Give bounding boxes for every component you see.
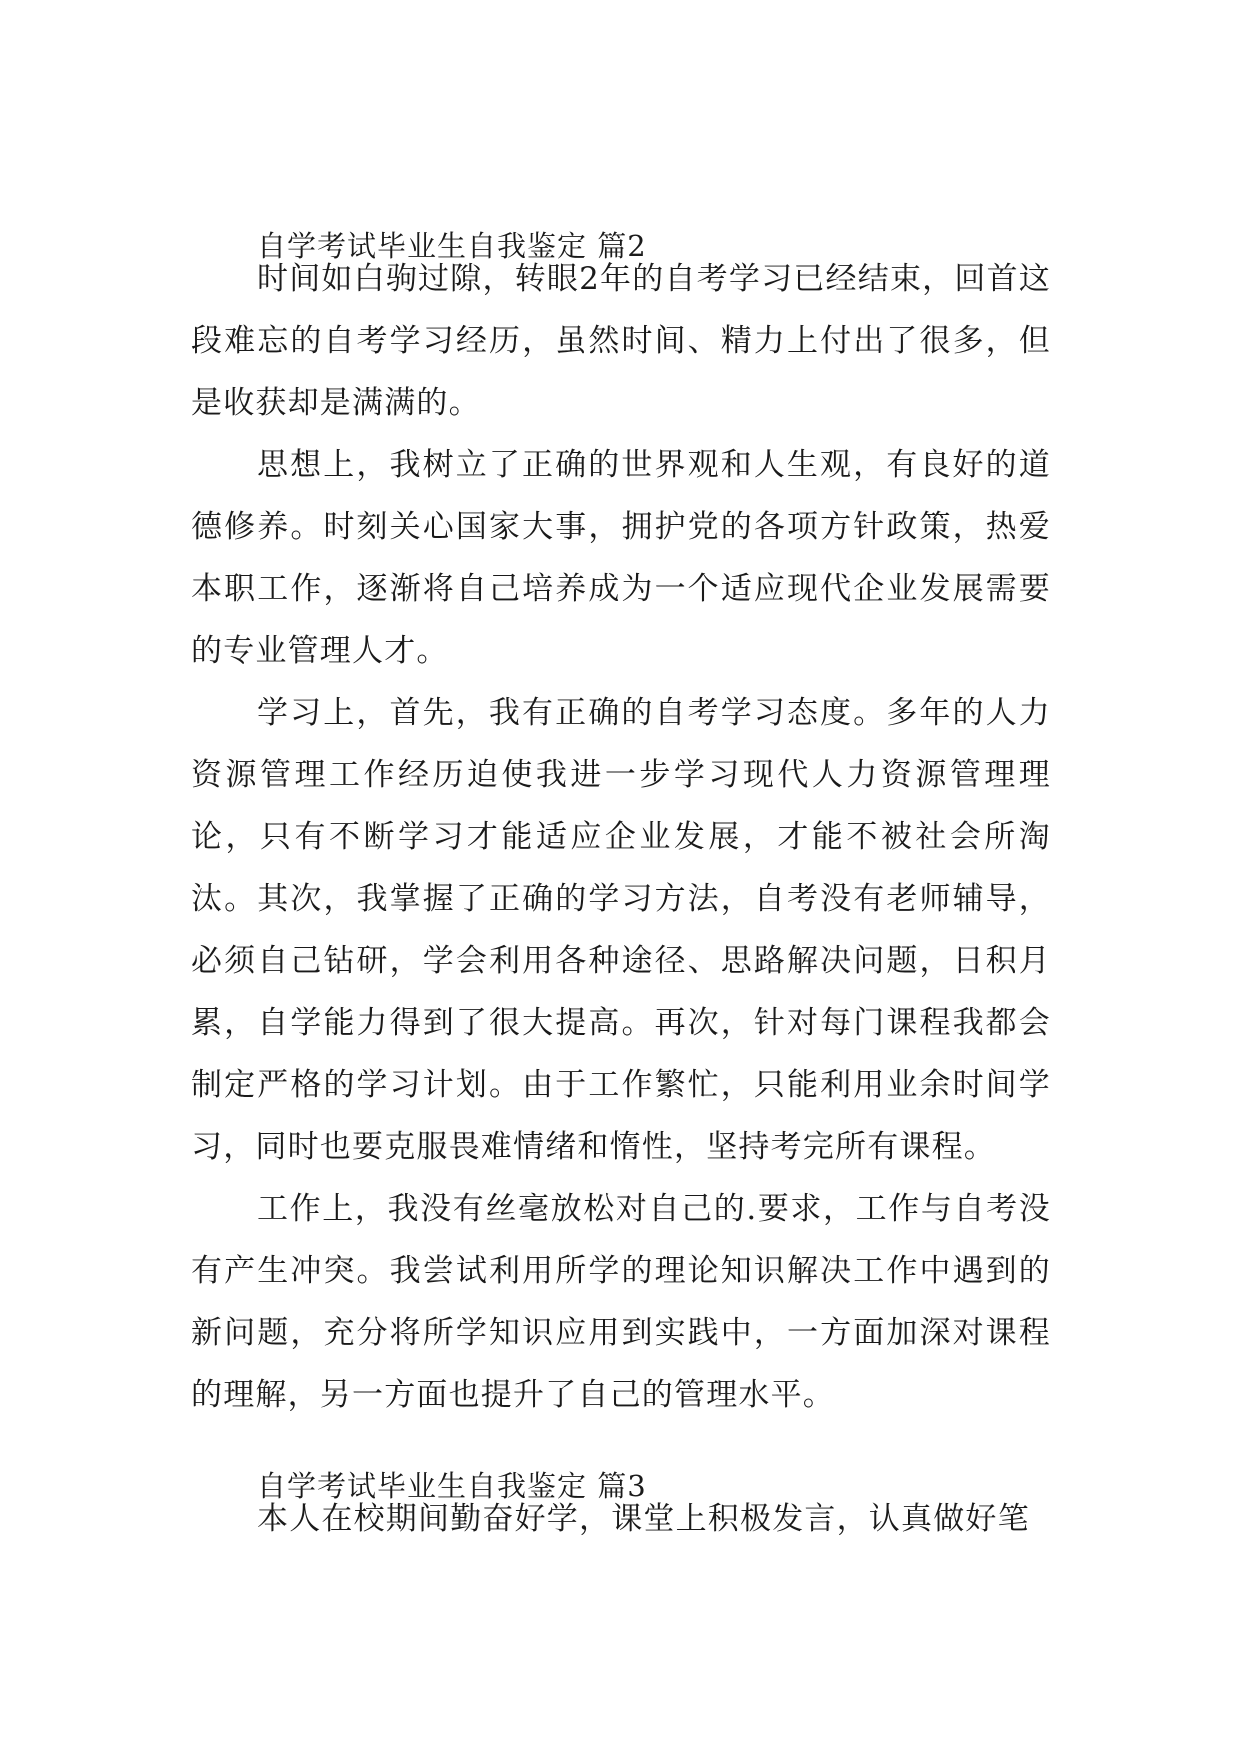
paragraph-work: 工作上，我没有丝毫放松对自己的.要求，工作与自考没有产生冲突。我尝试利用所学的理论知识解决工作中遇到的新问题，充分将所学知识应用到实践中，一方面加深对课程的理解，另一方面也提升了自己的管理水平。 <box>191 1191 1051 1413</box>
paragraph-intro: 时间如白驹过隙，转眼2年的自考学习已经结束，回首这段难忘的自考学习经历，虽然时间、精力上付出了很多，但是收获却是满满的。 <box>191 261 1051 421</box>
paragraph-thought: 思想上，我树立了正确的世界观和人生观，有良好的道德修养。时刻关心国家大事，拥护党的各项方针政策，热爱本职工作，逐渐将自己培养成为一个适应现代企业发展需要的专业管理人才。 <box>191 447 1051 669</box>
paragraph-section3-intro: 本人在校期间勤奋好学，课堂上积极发言，认真做好笔 <box>257 1501 1030 1537</box>
paragraph-study: 学习上，首先，我有正确的自考学习态度。多年的人力资源管理工作经历迫使我进一步学习现代人力资源管理理论，只有不断学习才能适应企业发展，才能不被社会所淘汰。其次，我掌握了正确的学习方法，自考没有老师辅导，必须自己钻研，学会利用各种途径、思路解决问题，日积月累，自学能力得到了很大提高。再次，针对每门课程我都会制定严格的学习计划。由于工作繁忙，只能利用业余时间学习，同时也要克服畏难情绪和惰性，坚持考完所有课程。 <box>191 695 1051 1165</box>
section-heading-3: 自学考试毕业生自我鉴定 篇3 <box>257 1469 647 1503</box>
section-heading-2: 自学考试毕业生自我鉴定 篇2 <box>257 229 647 263</box>
